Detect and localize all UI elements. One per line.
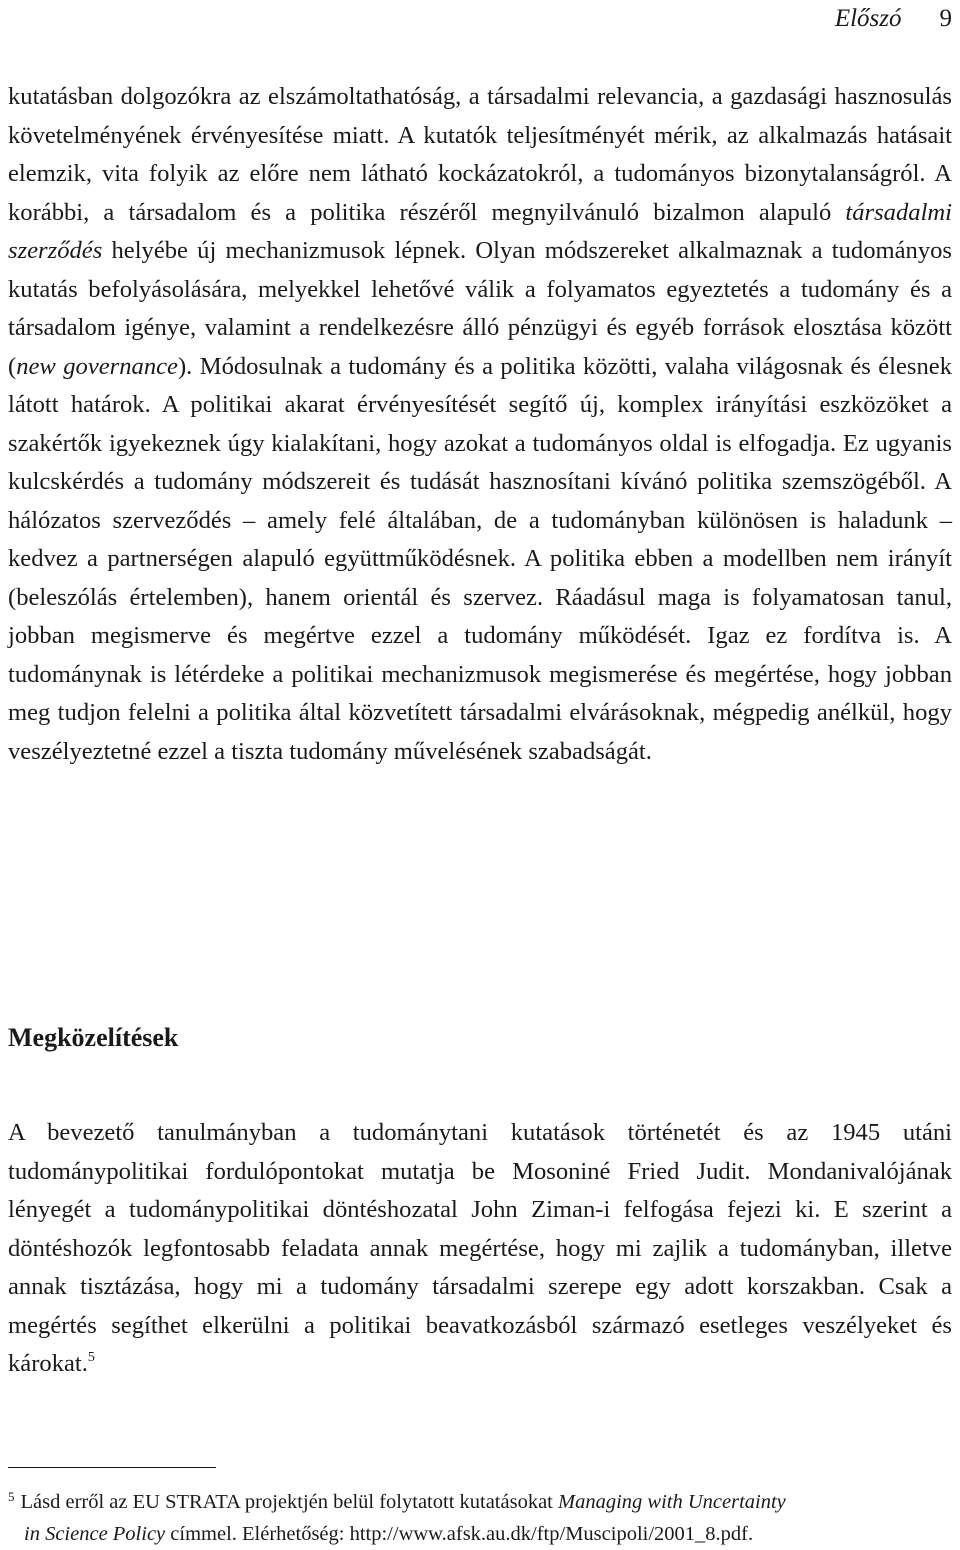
running-header [8, 2, 952, 36]
body-paragraph-2 [8, 1114, 952, 1384]
footnote-italic-title-1: Managing with Uncertainty [558, 1491, 786, 1513]
footnote-divider [8, 1467, 216, 1468]
para1-text-2: helyébe új mechanizmusok lépnek. Olyan módszereket alkalmaznak a tudományos kutatás befolyásolására, melyekkel lehetővé válik a folyamatos egyeztetés a tudomány és a társadalom igénye, valamint a rendelkezésre álló pénzügyi és egyéb források elosztása között ( [8, 237, 952, 380]
footnote-text-1: Lásd erről az EU STRATA projektjén belül folytatott kutatásokat [20, 1491, 558, 1513]
para1-italic-term-2: new governance [16, 352, 178, 380]
para1-text-3: ). Módosulnak a tudomány és a politika közötti, valaha világosnak és élesnek látott határok. A politikai akarat érvényesítését segítő új, komplex irányítási eszközöket a szakértők igyekeznek úgy kialakítani, hogy azokat a tudományos oldal is elfogadja. Ez ugyanis kulcskérdés a tudomány módszereit és tudását hasznosítani kívánó politika szemszögéből. A hálózatos szerveződés – amely felé általában, de a tudományban különösen is haladunk – kedvez a partnerségen alapuló együttműködésnek. A politika ebben a modellben nem irányít (beleszólás értelemben), hanem orientál és szervez. Ráadásul maga is folyamatosan tanul, jobban megismerve és megértve ezzel a tudomány működését. Igaz ez fordítva is. A tudománynak is létérdeke a politikai mechanizmusok megismerése és megértése, hogy jobban meg tudjon felelni a politika által közvetített társadalmi elvárásoknak, mégpedig anélkül, hogy veszélyeztetné ezzel a tiszta tudomány művelésének szabadságát. [8, 352, 952, 765]
para1-text-1: kutatásban dolgozókra az elszámoltathatóság, a társadalmi relevancia, a gazdasági hasznosulás követelményének érvényesítése miatt. A kutatók teljesítményét mérik, az alkalmazás hatásait elemzik, vita folyik az előre nem látható kockázatokról, a tudományos bizonytalanságról. A korábbi, a társadalom és a politika részéről megnyilvánuló bizalmon alapuló [8, 83, 952, 226]
footnote-continuation [8, 1523, 753, 1545]
footnote-marker: 5 [8, 1489, 15, 1504]
body-paragraph-1 [8, 78, 952, 771]
para1-italic-term-1: társadalmi szerződés [8, 198, 952, 264]
para2-text: A bevezető tanulmányban a tudománytani kutatások történetét és az 1945 utáni tudománypolitikai fordulópontokat mutatja be Mosoniné Fried Judit. Mondanivalójának lényegét a tudománypolitikai döntéshozatal John Ziman-i felfogása fejezi ki. E szerint a döntéshozók legfontosabb feladata annak megértése, hogy mi zajlik a tudományban, illetve annak tisztázása, hogy mi a tudomány társadalmi szerepe egy adott korszakban. Csak a megértés segíthet elkerülni a politikai beavatkozásból származó esetleges veszélyeket és károkat. [8, 1119, 952, 1377]
footnote-text-2: címmel. Elérhetőség: http://www.afsk.au.dk/ftp/Muscipoli/2001_8.pdf. [165, 1523, 754, 1545]
section-heading: Megközelítések [8, 1023, 179, 1052]
footnote-italic-title-2: in Science Policy [24, 1523, 166, 1545]
page-number: 9 [939, 5, 952, 32]
footnote-reference: 5 [87, 1350, 95, 1365]
running-header-section-title: Előszó [834, 5, 902, 32]
footnote [8, 1481, 952, 1550]
